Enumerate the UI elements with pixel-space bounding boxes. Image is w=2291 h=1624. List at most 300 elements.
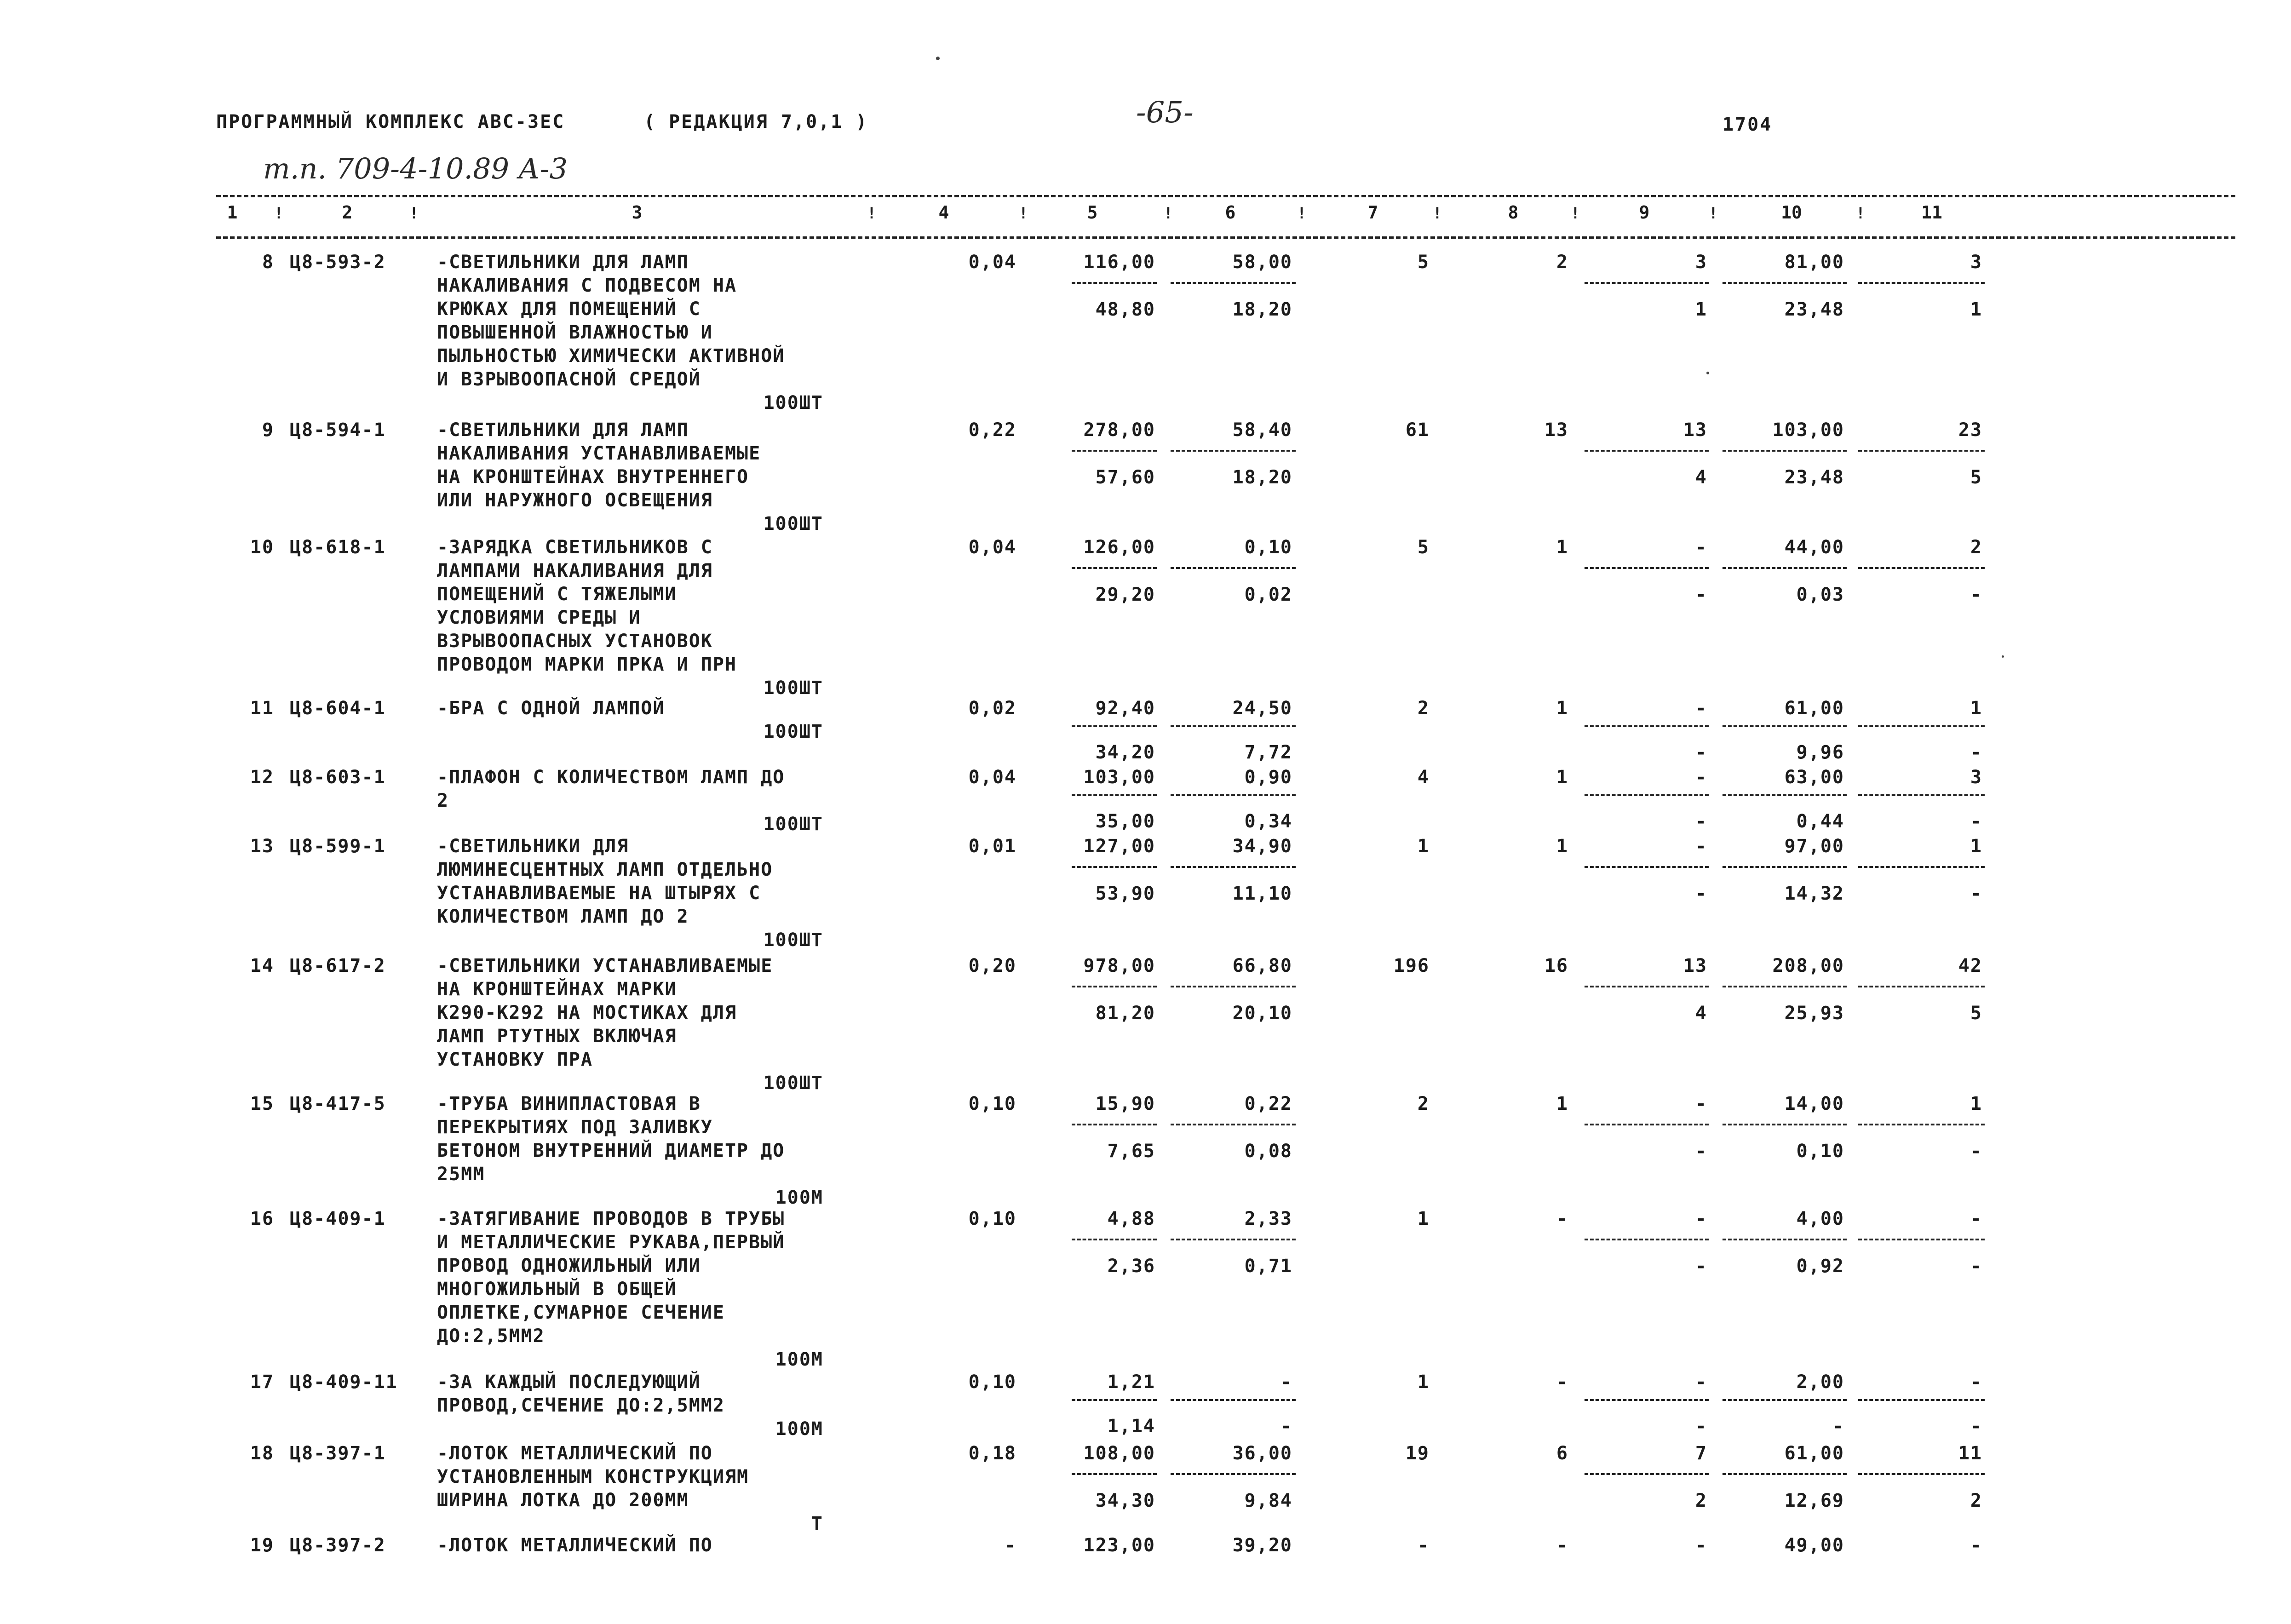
cell-col6-lower: 0,34: [1244, 811, 1292, 832]
row-description-line: ПРОВОД ОДНОЖИЛЬНЫЙ ИЛИ: [437, 1255, 701, 1276]
cell-col9-lower: 2: [1695, 1490, 1707, 1511]
fraction-divider: [1858, 1124, 1985, 1125]
cell-col11-upper: 11: [1958, 1443, 1982, 1464]
row-description-line: -СВЕТИЛЬНИКИ УСТАНАВЛИВАЕМЫЕ: [437, 955, 773, 976]
row-number: 11: [250, 698, 274, 719]
cell-col8: 1: [1556, 1093, 1568, 1114]
row-number: 18: [250, 1443, 274, 1464]
cell-col11-lower: -: [1970, 883, 1982, 904]
cell-col10-lower: 25,93: [1784, 1003, 1844, 1024]
fraction-divider: [1585, 1239, 1709, 1240]
cell-col5-lower: 57,60: [1095, 467, 1155, 488]
fraction-divider: [1072, 282, 1157, 284]
row-description-line: И МЕТАЛЛИЧЕСКИЕ РУКАВА,ПЕРВЫЙ: [437, 1232, 785, 1253]
column-number-10: 10: [1781, 202, 1802, 223]
row-description-line: МНОГОЖИЛЬНЫЙ В ОБЩЕЙ: [437, 1279, 677, 1300]
fraction-divider: [1585, 567, 1709, 569]
cell-col7: 2: [1417, 698, 1430, 719]
cell-col7: 5: [1417, 252, 1430, 273]
cell-col10-upper: 61,00: [1784, 698, 1844, 719]
row-unit: 100ШТ: [763, 677, 823, 699]
cell-col10-lower: 0,10: [1796, 1141, 1844, 1162]
row-description-line: НАКАЛИВАНИЯ С ПОДВЕСОМ НА: [437, 275, 737, 296]
fraction-divider: [1585, 1399, 1709, 1401]
cell-col11-lower: -: [1970, 1141, 1982, 1162]
cell-col6-lower: 18,20: [1232, 299, 1292, 320]
row-unit: 100ШТ: [763, 814, 823, 835]
row-description-line: ПОМЕЩЕНИЙ С ТЯЖЕЛЫМИ: [437, 584, 677, 605]
cell-col10-lower: 12,69: [1784, 1490, 1844, 1511]
cell-col11-lower: -: [1970, 1416, 1982, 1437]
fraction-divider: [1585, 1473, 1709, 1475]
row-number: 14: [250, 955, 274, 976]
cell-col9-upper: -: [1695, 698, 1707, 719]
column-separator: !: [1018, 204, 1028, 223]
row-number: 13: [250, 836, 274, 857]
row-unit: 100ШТ: [763, 513, 823, 534]
cell-col10-upper: 49,00: [1784, 1535, 1844, 1556]
fraction-divider: [1723, 567, 1847, 569]
row-description-line: ИЛИ НАРУЖНОГО ОСВЕЩЕНИЯ: [437, 490, 713, 511]
cell-col11-upper: 1: [1970, 836, 1982, 857]
row-number: 17: [250, 1372, 274, 1393]
cell-col6-lower: 18,20: [1232, 467, 1292, 488]
row-number: 10: [250, 537, 274, 558]
row-code: Ц8-599-1: [290, 836, 386, 857]
fraction-divider: [1723, 725, 1847, 727]
cell-col8: 6: [1556, 1443, 1568, 1464]
row-description-line: ПРОВОДОМ МАРКИ ПРКА И ПРН: [437, 654, 737, 675]
row-description-line: -СВЕТИЛЬНИКИ ДЛЯ ЛАМП: [437, 419, 689, 441]
row-unit: 100ШТ: [763, 1073, 823, 1094]
scan-speck: [2002, 655, 2004, 658]
cell-col4: 0,10: [968, 1208, 1016, 1229]
row-code: Ц8-604-1: [290, 698, 386, 719]
cell-col6-upper: 0,10: [1244, 537, 1292, 558]
column-separator: !: [274, 204, 284, 223]
cell-col5-lower: 7,65: [1107, 1141, 1155, 1162]
fraction-divider: [1858, 986, 1985, 987]
column-separator: !: [1297, 204, 1307, 223]
cell-col6-upper: 34,90: [1232, 836, 1292, 857]
row-description-line: НА КРОНШТЕЙНАХ МАРКИ: [437, 979, 677, 1000]
cell-col5-upper: 103,00: [1083, 767, 1155, 788]
fraction-divider: [1585, 450, 1709, 452]
cell-col7: 1: [1417, 1372, 1430, 1393]
row-unit: 100ШТ: [763, 930, 823, 951]
cell-col5-lower: 53,90: [1095, 883, 1155, 904]
fraction-divider: [1858, 725, 1985, 727]
page-number: -65-: [1136, 96, 1194, 130]
row-description-line: ПРОВОД,СЕЧЕНИЕ ДО:2,5ММ2: [437, 1395, 725, 1416]
column-number-3: 3: [632, 202, 643, 223]
fraction-divider: [1072, 725, 1157, 727]
column-number-6: 6: [1225, 202, 1236, 223]
cell-col4: 0,04: [968, 537, 1016, 558]
cell-col10-upper: 4,00: [1796, 1208, 1844, 1229]
row-description-line: ВЗРЫВООПАСНЫХ УСТАНОВОК: [437, 631, 713, 652]
cell-col10-upper: 97,00: [1784, 836, 1844, 857]
fraction-divider: [1723, 1473, 1847, 1475]
cell-col8: 13: [1544, 419, 1568, 441]
cell-col8: 2: [1556, 252, 1568, 273]
fraction-divider: [1858, 567, 1985, 569]
fraction-divider: [1723, 1124, 1847, 1125]
program-title: ПРОГРАММНЫЙ КОМПЛЕКС АВС-3ЕС: [216, 111, 565, 132]
row-unit: 100М: [775, 1349, 823, 1370]
row-description-line: ЛАМП РТУТНЫХ ВКЛЮЧАЯ: [437, 1026, 677, 1047]
cell-col7: 196: [1393, 955, 1430, 976]
cell-col10-upper: 14,00: [1784, 1093, 1844, 1114]
cell-col10-lower: 0,03: [1796, 584, 1844, 605]
row-description-line: -ЛОТОК МЕТАЛЛИЧЕСКИЙ ПО: [437, 1443, 713, 1464]
fraction-divider: [1171, 1399, 1296, 1401]
row-description-line: И ВЗРЫВООПАСНОЙ СРЕДОЙ: [437, 369, 701, 390]
row-description-line: КРЮКАХ ДЛЯ ПОМЕЩЕНИЙ С: [437, 298, 701, 320]
fraction-divider: [1723, 282, 1847, 284]
fraction-divider: [1723, 1239, 1847, 1240]
cell-col10-upper: 2,00: [1796, 1372, 1844, 1393]
header-rule-bottom: [216, 236, 2235, 239]
fraction-divider: [1858, 794, 1985, 796]
cell-col9-lower: -: [1695, 1416, 1707, 1437]
cell-col11-upper: 3: [1970, 767, 1982, 788]
cell-col7: 4: [1417, 767, 1430, 788]
cell-col6-lower: 20,10: [1232, 1003, 1292, 1024]
column-number-2: 2: [342, 202, 353, 223]
fraction-divider: [1585, 282, 1709, 284]
cell-col5-lower: 1,14: [1107, 1416, 1155, 1437]
row-number: 16: [250, 1208, 274, 1229]
cell-col9-lower: -: [1695, 1141, 1707, 1162]
cell-col11-upper: -: [1970, 1372, 1982, 1393]
cell-col6-upper: -: [1280, 1372, 1292, 1393]
cell-col9-lower: -: [1695, 584, 1707, 605]
row-description-line: УСТАНОВЛЕННЫМ КОНСТРУКЦИЯМ: [437, 1466, 749, 1487]
cell-col8: -: [1556, 1208, 1568, 1229]
cell-col6-upper: 39,20: [1232, 1535, 1292, 1556]
cell-col5-lower: 81,20: [1095, 1003, 1155, 1024]
fraction-divider: [1072, 567, 1157, 569]
scan-speck: [1706, 372, 1709, 374]
cell-col5-upper: 15,90: [1095, 1093, 1155, 1114]
cell-col9-lower: -: [1695, 811, 1707, 832]
cell-col5-upper: 278,00: [1083, 419, 1155, 441]
row-description-line: -ЗАТЯГИВАНИЕ ПРОВОДОВ В ТРУБЫ: [437, 1208, 785, 1229]
fraction-divider: [1072, 1399, 1157, 1401]
cell-col9-upper: -: [1695, 767, 1707, 788]
cell-col8: 1: [1556, 698, 1568, 719]
row-description-line: УСЛОВИЯМИ СРЕДЫ И: [437, 607, 641, 628]
cell-col7: 5: [1417, 537, 1430, 558]
fraction-divider: [1171, 1473, 1296, 1475]
cell-col6-lower: 7,72: [1244, 742, 1292, 763]
cell-col6-lower: -: [1280, 1416, 1292, 1437]
row-description-line: -ЗАРЯДКА СВЕТИЛЬНИКОВ С: [437, 537, 713, 558]
fraction-divider: [1171, 986, 1296, 987]
cell-col10-lower: 23,48: [1784, 299, 1844, 320]
row-description-line: ПЕРЕКРЫТИЯХ ПОД ЗАЛИВКУ: [437, 1117, 713, 1138]
row-number: 8: [262, 252, 274, 273]
column-separator: !: [1163, 204, 1173, 223]
cell-col7: 1: [1417, 1208, 1430, 1229]
cell-col9-upper: -: [1695, 1535, 1707, 1556]
cell-col9-lower: -: [1695, 1256, 1707, 1277]
cell-col11-lower: -: [1970, 742, 1982, 763]
cell-col4: 0,01: [968, 836, 1016, 857]
fraction-divider: [1585, 794, 1709, 796]
cell-col9-upper: -: [1695, 836, 1707, 857]
row-description-line: ПЫЛЬНОСТЬЮ ХИМИЧЕСКИ АКТИВНОЙ: [437, 345, 785, 367]
row-number: 12: [250, 767, 274, 788]
cell-col10-upper: 81,00: [1784, 252, 1844, 273]
cell-col5-upper: 127,00: [1083, 836, 1155, 857]
column-number-7: 7: [1367, 202, 1378, 223]
column-number-8: 8: [1508, 202, 1519, 223]
fraction-divider: [1171, 282, 1296, 284]
row-unit: 100М: [775, 1187, 823, 1208]
row-description-line: -СВЕТИЛЬНИКИ ДЛЯ: [437, 836, 629, 857]
cell-col6-upper: 24,50: [1232, 698, 1292, 719]
fraction-divider: [1723, 986, 1847, 987]
edition-label: ( РЕДАКЦИЯ 7,0,1 ): [644, 111, 868, 132]
cell-col6-upper: 58,00: [1232, 252, 1292, 273]
cell-col10-lower: 9,96: [1796, 742, 1844, 763]
cell-col11-lower: 5: [1970, 1003, 1982, 1024]
scan-speck: [936, 57, 940, 60]
cell-col4: 0,04: [968, 767, 1016, 788]
cell-col6-lower: 11,10: [1232, 883, 1292, 904]
cell-col9-lower: 1: [1695, 299, 1707, 320]
fraction-divider: [1858, 866, 1985, 868]
cell-col10-upper: 103,00: [1772, 419, 1844, 441]
cell-col10-upper: 63,00: [1784, 767, 1844, 788]
column-number-11: 11: [1921, 202, 1942, 223]
row-code: Ц8-409-11: [290, 1372, 398, 1393]
row-code: Ц8-397-2: [290, 1535, 386, 1556]
column-separator: !: [867, 204, 877, 223]
row-code: Ц8-409-1: [290, 1208, 386, 1229]
cell-col8: 16: [1544, 955, 1568, 976]
fraction-divider: [1585, 986, 1709, 987]
column-separator: !: [1432, 204, 1442, 223]
cell-col8: -: [1556, 1372, 1568, 1393]
fraction-divider: [1072, 794, 1157, 796]
fraction-divider: [1171, 450, 1296, 452]
cell-col6-upper: 36,00: [1232, 1443, 1292, 1464]
cell-col10-lower: 0,44: [1796, 811, 1844, 832]
row-description-line: ЛАМПАМИ НАКАЛИВАНИЯ ДЛЯ: [437, 560, 713, 581]
row-number: 19: [250, 1535, 274, 1556]
cell-col8: 1: [1556, 767, 1568, 788]
row-description-line: -СВЕТИЛЬНИКИ ДЛЯ ЛАМП: [437, 252, 689, 273]
header-rule-top: [216, 195, 2235, 197]
column-number-4: 4: [938, 202, 949, 223]
column-number-9: 9: [1639, 202, 1650, 223]
cell-col7: 2: [1417, 1093, 1430, 1114]
fraction-divider: [1171, 725, 1296, 727]
fraction-divider: [1072, 1473, 1157, 1475]
cell-col6-upper: 0,22: [1244, 1093, 1292, 1114]
cell-col4: 0,10: [968, 1372, 1016, 1393]
cell-col9-upper: 7: [1695, 1443, 1707, 1464]
cell-col6-lower: 0,02: [1244, 584, 1292, 605]
cell-col7: 61: [1405, 419, 1430, 441]
row-code: Ц8-593-2: [290, 252, 386, 273]
cell-col8: 1: [1556, 537, 1568, 558]
fraction-divider: [1723, 866, 1847, 868]
fraction-divider: [1072, 1124, 1157, 1125]
cell-col6-upper: 2,33: [1244, 1208, 1292, 1229]
row-description-line: ОПЛЕТКЕ,СУМАРНОЕ СЕЧЕНИЕ: [437, 1302, 725, 1323]
cell-col9-upper: -: [1695, 1208, 1707, 1229]
cell-col7: 19: [1405, 1443, 1430, 1464]
row-description-line: ПОВЫШЕННОЙ ВЛАЖНОСТЬЮ И: [437, 322, 713, 343]
cell-col9-upper: -: [1695, 537, 1707, 558]
fraction-divider: [1723, 794, 1847, 796]
cell-col5-lower: 34,20: [1095, 742, 1155, 763]
row-code: Ц8-594-1: [290, 419, 386, 441]
fraction-divider: [1858, 1473, 1985, 1475]
fraction-divider: [1585, 725, 1709, 727]
fraction-divider: [1171, 567, 1296, 569]
cell-col10-upper: 208,00: [1772, 955, 1844, 976]
cell-col4: 0,02: [968, 698, 1016, 719]
cell-col11-lower: 5: [1970, 467, 1982, 488]
cell-col6-lower: 0,08: [1244, 1141, 1292, 1162]
cell-col11-upper: 2: [1970, 537, 1982, 558]
cell-col5-lower: 29,20: [1095, 584, 1155, 605]
row-code: Ц8-417-5: [290, 1093, 386, 1114]
cell-col5-upper: 92,40: [1095, 698, 1155, 719]
document-code: 1704: [1723, 114, 1773, 135]
cell-col10-lower: 14,32: [1784, 883, 1844, 904]
fraction-divider: [1171, 1239, 1296, 1240]
cell-col5-upper: 4,88: [1107, 1208, 1155, 1229]
cell-col11-upper: 1: [1970, 1093, 1982, 1114]
cell-col4: -: [1004, 1535, 1016, 1556]
cell-col4: 0,10: [968, 1093, 1016, 1114]
cell-col11-upper: 1: [1970, 698, 1982, 719]
row-code: Ц8-397-1: [290, 1443, 386, 1464]
cell-col11-lower: -: [1970, 1256, 1982, 1277]
cell-col11-lower: 1: [1970, 299, 1982, 320]
row-code: Ц8-617-2: [290, 955, 386, 976]
cell-col6-lower: 0,71: [1244, 1256, 1292, 1277]
cell-col11-lower: -: [1970, 811, 1982, 832]
row-code: Ц8-618-1: [290, 537, 386, 558]
row-unit: 100ШТ: [763, 392, 823, 413]
cell-col9-upper: 13: [1683, 955, 1707, 976]
cell-col5-lower: 2,36: [1107, 1256, 1155, 1277]
row-unit: 100ШТ: [763, 721, 823, 742]
cell-col11-lower: -: [1970, 584, 1982, 605]
cell-col7: -: [1417, 1535, 1430, 1556]
cell-col6-upper: 0,90: [1244, 767, 1292, 788]
cell-col9-lower: 4: [1695, 1003, 1707, 1024]
row-description-line: -ЛОТОК МЕТАЛЛИЧЕСКИЙ ПО: [437, 1535, 713, 1556]
cell-col5-upper: 108,00: [1083, 1443, 1155, 1464]
row-code: Ц8-603-1: [290, 767, 386, 788]
row-description-line: 25ММ: [437, 1164, 485, 1185]
cell-col5-upper: 123,00: [1083, 1535, 1155, 1556]
row-description-line: ЛЮМИНЕСЦЕНТНЫХ ЛАМП ОТДЕЛЬНО: [437, 859, 773, 880]
fraction-divider: [1171, 794, 1296, 796]
cell-col5-lower: 35,00: [1095, 811, 1155, 832]
cell-col11-upper: 23: [1958, 419, 1982, 441]
row-description-line: УСТАНОВКУ ПРА: [437, 1049, 593, 1070]
fraction-divider: [1858, 450, 1985, 452]
fraction-divider: [1723, 1399, 1847, 1401]
row-description-line: К290-К292 НА МОСТИКАХ ДЛЯ: [437, 1002, 737, 1023]
row-description-line: НА КРОНШТЕЙНАХ ВНУТРЕННЕГО: [437, 466, 749, 488]
column-separator: !: [1570, 204, 1580, 223]
cell-col5-lower: 48,80: [1095, 299, 1155, 320]
row-description-line: -ЗА КАЖДЫЙ ПОСЛЕДУЮЩИЙ: [437, 1372, 701, 1393]
fraction-divider: [1171, 866, 1296, 868]
fraction-divider: [1072, 866, 1157, 868]
fraction-divider: [1072, 986, 1157, 987]
cell-col11-upper: -: [1970, 1535, 1982, 1556]
cell-col5-lower: 34,30: [1095, 1490, 1155, 1511]
cell-col10-lower: 23,48: [1784, 467, 1844, 488]
cell-col9-upper: -: [1695, 1093, 1707, 1114]
cell-col4: 0,20: [968, 955, 1016, 976]
column-separator: !: [1855, 204, 1866, 223]
row-description-line: -БРА С ОДНОЙ ЛАМПОЙ: [437, 698, 665, 719]
cell-col9-lower: 4: [1695, 467, 1707, 488]
cell-col7: 1: [1417, 836, 1430, 857]
row-description-line: КОЛИЧЕСТВОМ ЛАМП ДО 2: [437, 906, 689, 927]
cell-col10-lower: -: [1832, 1416, 1844, 1437]
cell-col4: 0,18: [968, 1443, 1016, 1464]
cell-col9-upper: 3: [1695, 252, 1707, 273]
cell-col10-upper: 44,00: [1784, 537, 1844, 558]
row-unit: Т: [811, 1513, 823, 1534]
cell-col8: 1: [1556, 836, 1568, 857]
cell-col4: 0,22: [968, 419, 1016, 441]
cell-col6-lower: 9,84: [1244, 1490, 1292, 1511]
cell-col11-upper: -: [1970, 1208, 1982, 1229]
cell-col5-upper: 126,00: [1083, 537, 1155, 558]
fraction-divider: [1072, 1239, 1157, 1240]
cell-col8: -: [1556, 1535, 1568, 1556]
row-description-line: НАКАЛИВАНИЯ УСТАНАВЛИВАЕМЫЕ: [437, 443, 761, 464]
cell-col6-upper: 58,40: [1232, 419, 1292, 441]
handwritten-reference: т.п. 709-4-10.89 А-3: [263, 152, 568, 185]
row-description-line: ДО:2,5ММ2: [437, 1326, 545, 1347]
column-number-1: 1: [227, 202, 238, 223]
cell-col10-lower: 0,92: [1796, 1256, 1844, 1277]
cell-col11-upper: 3: [1970, 252, 1982, 273]
cell-col11-lower: 2: [1970, 1490, 1982, 1511]
row-number: 9: [262, 419, 274, 441]
fraction-divider: [1072, 450, 1157, 452]
cell-col11-upper: 42: [1958, 955, 1982, 976]
row-description-line: -ПЛАФОН С КОЛИЧЕСТВОМ ЛАМП ДО: [437, 767, 785, 788]
row-description-line: БЕТОНОМ ВНУТРЕННИЙ ДИАМЕТР ДО: [437, 1140, 785, 1161]
fraction-divider: [1171, 1124, 1296, 1125]
column-separator: !: [1708, 204, 1718, 223]
fraction-divider: [1585, 866, 1709, 868]
cell-col9-upper: 13: [1683, 419, 1707, 441]
column-number-5: 5: [1087, 202, 1098, 223]
row-unit: 100М: [775, 1418, 823, 1440]
fraction-divider: [1858, 1239, 1985, 1240]
cell-col9-lower: -: [1695, 742, 1707, 763]
cell-col6-upper: 66,80: [1232, 955, 1292, 976]
row-number: 15: [250, 1093, 274, 1114]
